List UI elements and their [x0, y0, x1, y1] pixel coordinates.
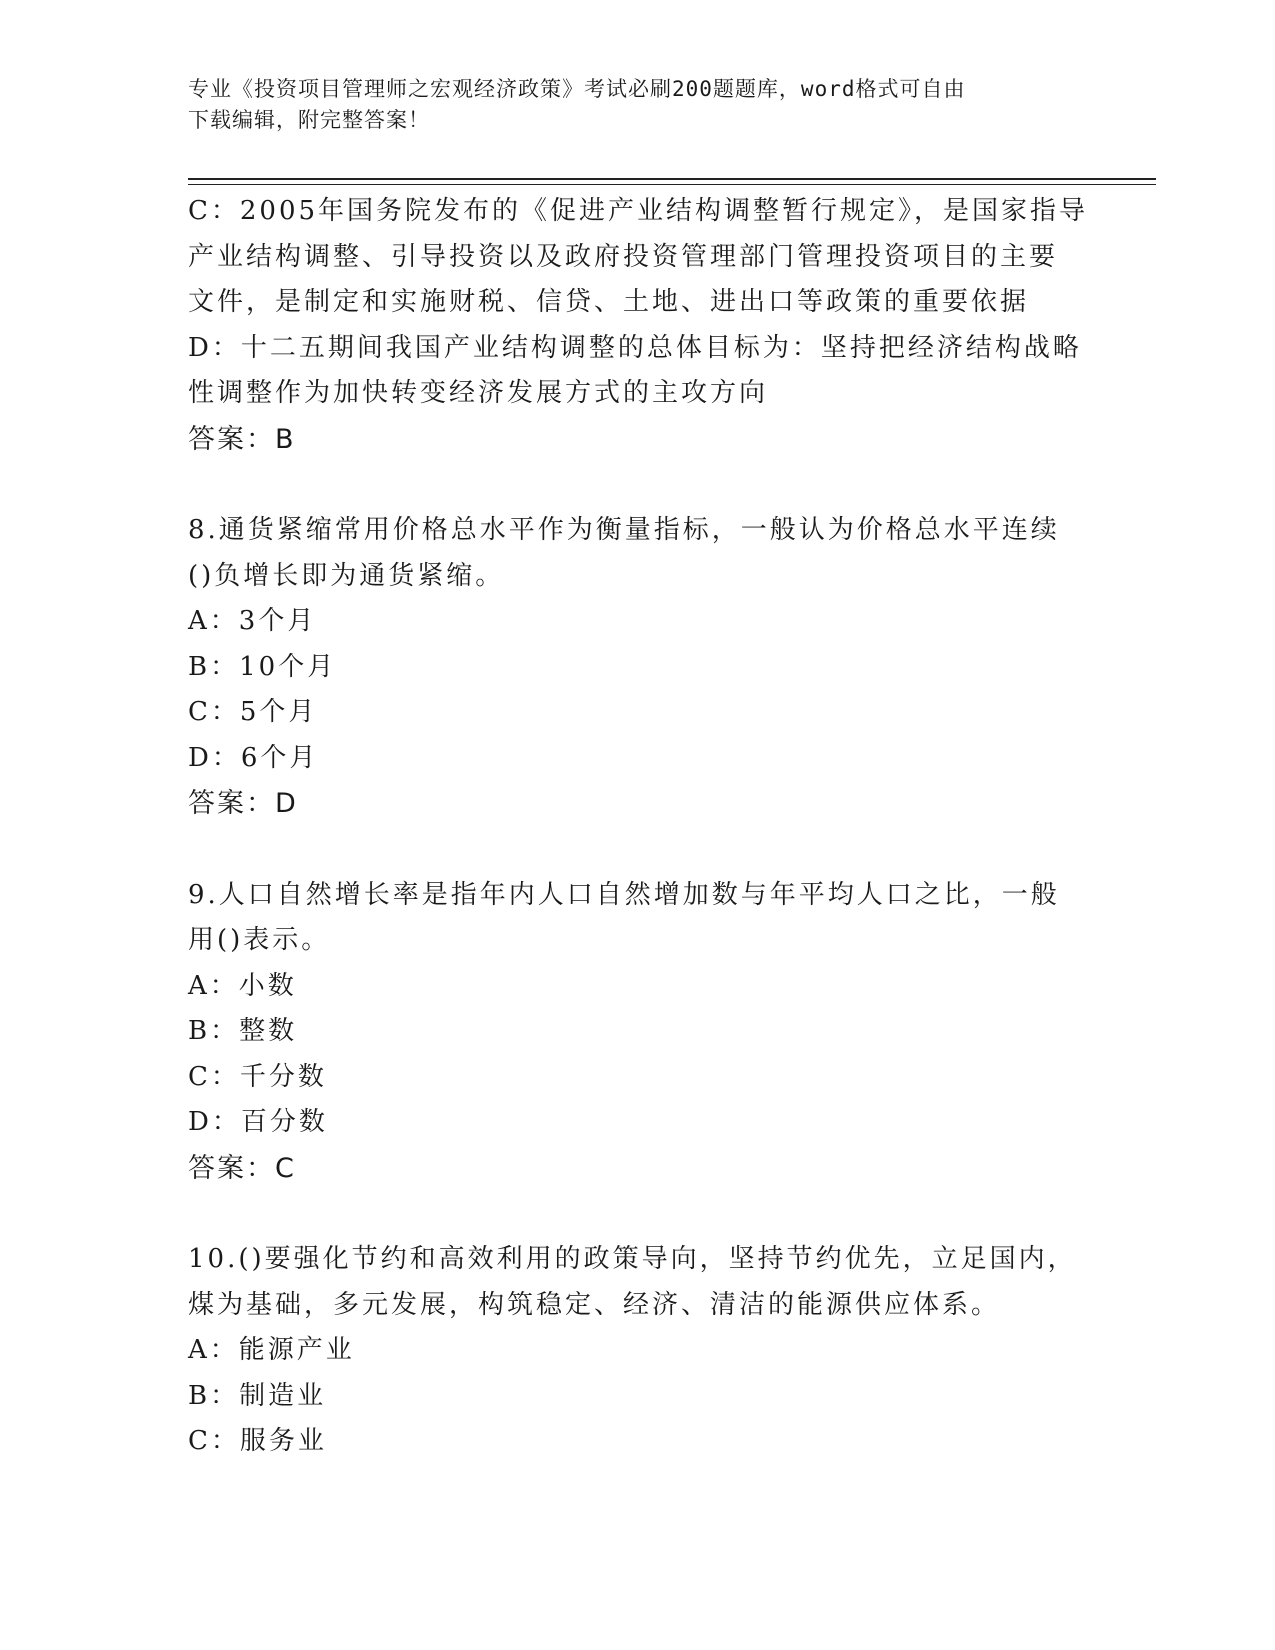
question-spacer: [188, 1191, 1088, 1237]
question-stem-line-1: 10.()要强化节约和高效利用的政策导向，坚持节约优先，立足国内，: [188, 1244, 1077, 1274]
answer-q9: 答案：C: [188, 1152, 296, 1184]
question-9: [188, 873, 1088, 1192]
option-a: A：3个月: [188, 606, 317, 636]
option-c-line-3: 文件，是制定和实施财税、信贷、土地、进出口等政策的重要依据: [188, 287, 1030, 317]
option-c: C：千分数: [188, 1061, 327, 1092]
option-d: D：百分数: [188, 1107, 328, 1137]
option-c-line-2: 产业结构调整、引导投资以及政府投资管理部门管理投资项目的主要: [188, 241, 1059, 272]
option-b: B：制造业: [188, 1380, 327, 1411]
question-stem-line-1: 8.通货紧缩常用价格总水平作为衡量指标，一般认为价格总水平连续: [188, 515, 1060, 545]
header-title-line-1: 专业《投资项目管理师之宏观经济政策》考试必刷200题题库，word格式可自由: [188, 77, 966, 101]
option-d-line-1: D：十二五期间我国产业结构调整的总体目标为：坚持把经济结构战略: [188, 332, 1082, 363]
header-rule-thick: [188, 178, 1156, 180]
question-spacer: [188, 827, 1088, 873]
option-a: A：小数: [188, 970, 297, 1001]
question-stem-line-1: 9.人口自然增长率是指年内人口自然增加数与年平均人口之比，一般: [188, 879, 1060, 910]
question-stem-line-2: ()负增长即为通货紧缩。: [188, 560, 505, 591]
option-b: B：整数: [188, 1016, 298, 1046]
answer-q8: 答案：D: [188, 788, 298, 819]
question-spacer: [188, 462, 1088, 508]
option-b: B：10个月: [188, 651, 337, 682]
question-stem-line-2: 煤为基础，多元发展，构筑稳定、经济、清洁的能源供应体系。: [188, 1289, 1001, 1320]
question-10: [188, 1237, 1088, 1465]
option-a: A：能源产业: [188, 1335, 355, 1365]
header-rule-thin: [188, 184, 1156, 185]
document-header: [188, 74, 1068, 136]
option-c: C：5个月: [188, 697, 318, 727]
option-c: C：服务业: [188, 1426, 327, 1456]
question-stem-line-2: 用()表示。: [188, 925, 331, 955]
question-7-tail: [188, 189, 1088, 462]
option-c-line-1: C：2005年国务院发布的《促进产业结构调整暂行规定》，是国家指导: [188, 196, 1089, 226]
question-content: [188, 189, 1088, 1465]
header-title-line-2: 下载编辑，附完整答案！: [188, 108, 430, 132]
option-d-line-2: 性调整作为加快转变经济发展方式的主攻方向: [188, 378, 769, 408]
question-8: [188, 508, 1088, 827]
option-d: D：6个月: [188, 742, 319, 773]
answer-q7: 答案：B: [188, 423, 296, 455]
